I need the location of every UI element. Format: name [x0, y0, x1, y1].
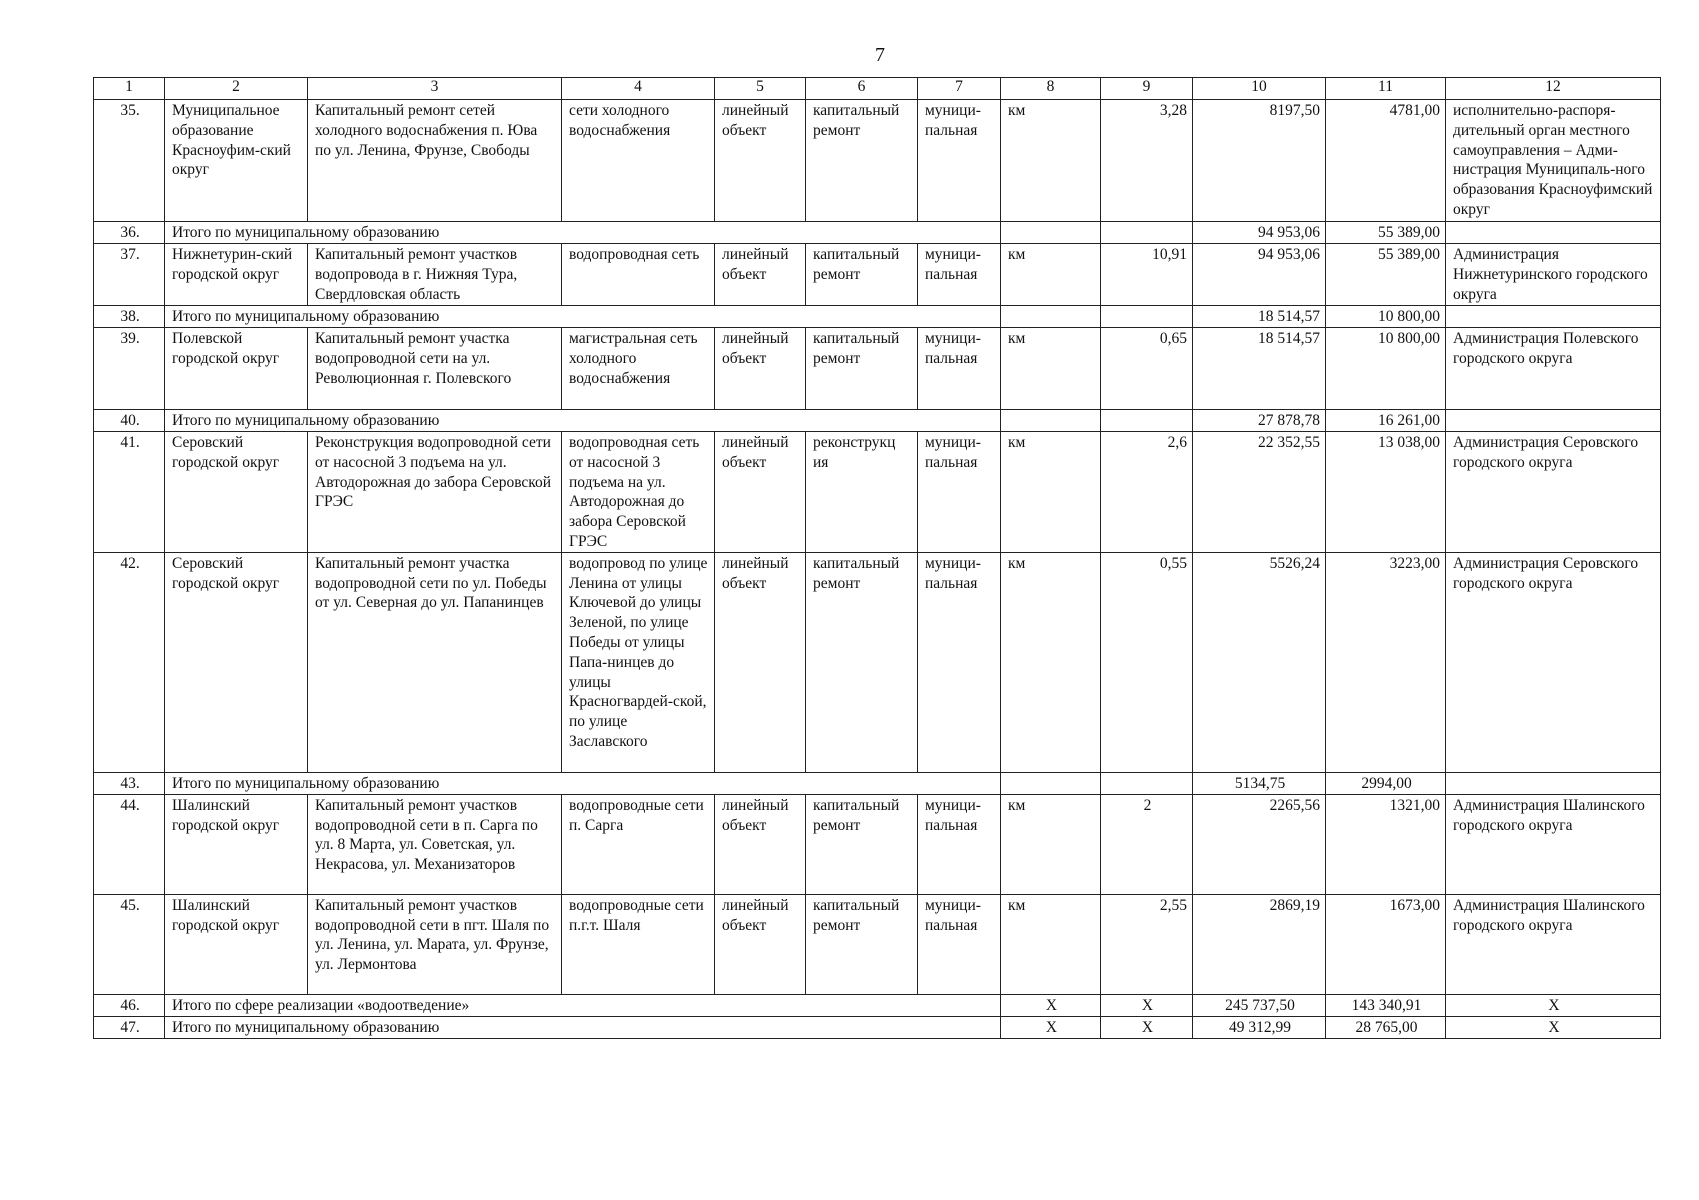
cost-cell: 2869,19 — [1193, 894, 1326, 994]
row-number: 43. — [94, 772, 165, 794]
table-row — [94, 552, 1661, 772]
municipality-cell: Серовский городской округ — [165, 552, 308, 772]
funding-cell: 1673,00 — [1326, 894, 1446, 994]
total-row — [94, 410, 1661, 432]
work-type-cell: капитальный ремонт — [806, 244, 918, 306]
table-row — [94, 894, 1661, 994]
municipality-cell: Муниципальное образование Красноуфим-ский округ — [165, 100, 308, 222]
funding-cell: 10 800,00 — [1326, 306, 1446, 328]
capacity-cell: 0,55 — [1101, 552, 1193, 772]
unit-cell: км — [1001, 894, 1101, 994]
responsible-cell — [1446, 410, 1661, 432]
work-type-cell: капитальный ремонт — [806, 894, 918, 994]
work-type-cell: капитальный ремонт — [806, 794, 918, 894]
col-header-10: 10 — [1193, 78, 1326, 100]
work-type-cell: капитальный ремонт — [806, 100, 918, 222]
responsible-cell: Администрация Шалинского городского округа — [1446, 894, 1661, 994]
ownership-cell: муници-пальная — [918, 100, 1001, 222]
capacity-cell — [1101, 772, 1193, 794]
ownership-cell: муници-пальная — [918, 244, 1001, 306]
responsible-cell: Администрация Полевского городского округа — [1446, 328, 1661, 410]
municipality-cell: Серовский городской округ — [165, 432, 308, 553]
project-name-cell: Капитальный ремонт участков водопроводной сети в пгт. Шаля по ул. Ленина, ул. Марата, ул. Фрунзе, ул. Лермонтова — [308, 894, 562, 994]
table-row — [94, 432, 1661, 553]
responsible-cell: исполнительно-распоря-дительный орган местного самоуправления – Адми-нистрация Муниципаль-ного образования Красноуфимский округ — [1446, 100, 1661, 222]
object-cell: водопроводные сети п. Сарга — [562, 794, 715, 894]
row-number: 39. — [94, 328, 165, 410]
municipality-cell: Шалинский городской округ — [165, 794, 308, 894]
row-number: 40. — [94, 410, 165, 432]
table-row — [94, 100, 1661, 222]
project-name-cell: Капитальный ремонт участка водопроводной сети на ул. Революционная г. Полевского — [308, 328, 562, 410]
unit-cell: X — [1001, 1016, 1101, 1038]
municipality-cell: Полевской городской округ — [165, 328, 308, 410]
unit-cell: км — [1001, 552, 1101, 772]
capacity-cell: 10,91 — [1101, 244, 1193, 306]
row-number: 41. — [94, 432, 165, 553]
work-type-cell: капитальный ремонт — [806, 328, 918, 410]
row-number: 45. — [94, 894, 165, 994]
funding-cell: 4781,00 — [1326, 100, 1446, 222]
cost-cell: 5526,24 — [1193, 552, 1326, 772]
capacity-cell: 2,55 — [1101, 894, 1193, 994]
col-header-5: 5 — [715, 78, 806, 100]
work-type-cell: реконструкц ия — [806, 432, 918, 553]
cost-cell: 49 312,99 — [1193, 1016, 1326, 1038]
capacity-cell — [1101, 410, 1193, 432]
cost-cell: 94 953,06 — [1193, 244, 1326, 306]
responsible-cell — [1446, 306, 1661, 328]
object-cell: магистральная сеть холодного водоснабжения — [562, 328, 715, 410]
capacity-cell — [1101, 306, 1193, 328]
object-cell: водопроводная сеть — [562, 244, 715, 306]
unit-cell: км — [1001, 328, 1101, 410]
object-cell: водопроводные сети п.г.т. Шаля — [562, 894, 715, 994]
table-row — [94, 794, 1661, 894]
total-row — [94, 772, 1661, 794]
col-header-1: 1 — [94, 78, 165, 100]
object-type-cell: линейный объект — [715, 328, 806, 410]
row-number: 44. — [94, 794, 165, 894]
col-header-7: 7 — [918, 78, 1001, 100]
total-label: Итого по муниципальному образованию — [165, 1016, 1001, 1038]
col-header-8: 8 — [1001, 78, 1101, 100]
col-header-12: 12 — [1446, 78, 1661, 100]
col-header-2: 2 — [165, 78, 308, 100]
unit-cell — [1001, 222, 1101, 244]
capacity-cell: 0,65 — [1101, 328, 1193, 410]
project-name-cell: Реконструкция водопроводной сети от насосной 3 подъема на ул. Автодорожная до забора Серовской ГРЭС — [308, 432, 562, 553]
col-header-3: 3 — [308, 78, 562, 100]
capacity-cell: 2 — [1101, 794, 1193, 894]
unit-cell — [1001, 306, 1101, 328]
row-number: 37. — [94, 244, 165, 306]
funding-cell: 2994,00 — [1326, 772, 1446, 794]
investment-table — [93, 77, 1661, 1039]
cost-cell: 27 878,78 — [1193, 410, 1326, 432]
cost-cell: 5134,75 — [1193, 772, 1326, 794]
object-type-cell: линейный объект — [715, 894, 806, 994]
funding-cell: 1321,00 — [1326, 794, 1446, 894]
total-label: Итого по муниципальному образованию — [165, 306, 1001, 328]
cost-cell: 94 953,06 — [1193, 222, 1326, 244]
work-type-cell: капитальный ремонт — [806, 552, 918, 772]
funding-cell: 3223,00 — [1326, 552, 1446, 772]
total-label: Итого по муниципальному образованию — [165, 772, 1001, 794]
unit-cell: км — [1001, 100, 1101, 222]
row-number: 42. — [94, 552, 165, 772]
object-cell: водопроводная сеть от насосной 3 подъема на ул. Автодорожная до забора Серовской ГРЭС — [562, 432, 715, 553]
cost-cell: 22 352,55 — [1193, 432, 1326, 553]
table-row — [94, 328, 1661, 410]
capacity-cell: 3,28 — [1101, 100, 1193, 222]
total-label: Итого по муниципальному образованию — [165, 410, 1001, 432]
cost-cell: 2265,56 — [1193, 794, 1326, 894]
municipality-cell: Шалинский городской округ — [165, 894, 308, 994]
responsible-cell: X — [1446, 994, 1661, 1016]
object-type-cell: линейный объект — [715, 794, 806, 894]
ownership-cell: муници-пальная — [918, 432, 1001, 553]
project-name-cell: Капитальный ремонт участка водопроводной сети по ул. Победы от ул. Северная до ул. Папанинцев — [308, 552, 562, 772]
capacity-cell: X — [1101, 1016, 1193, 1038]
row-number: 47. — [94, 1016, 165, 1038]
ownership-cell: муници-пальная — [918, 552, 1001, 772]
unit-cell: км — [1001, 244, 1101, 306]
project-name-cell: Капитальный ремонт сетей холодного водоснабжения п. Юва по ул. Ленина, Фрунзе, Свободы — [308, 100, 562, 222]
object-type-cell: линейный объект — [715, 432, 806, 553]
col-header-11: 11 — [1326, 78, 1446, 100]
total-row — [94, 306, 1661, 328]
responsible-cell: Администрация Серовского городского округа — [1446, 552, 1661, 772]
row-number: 46. — [94, 994, 165, 1016]
responsible-cell: Администрация Серовского городского округа — [1446, 432, 1661, 553]
col-header-6: 6 — [806, 78, 918, 100]
total-row — [94, 994, 1661, 1016]
object-type-cell: линейный объект — [715, 552, 806, 772]
responsible-cell — [1446, 222, 1661, 244]
funding-cell: 55 389,00 — [1326, 244, 1446, 306]
responsible-cell: X — [1446, 1016, 1661, 1038]
row-number: 38. — [94, 306, 165, 328]
funding-cell: 10 800,00 — [1326, 328, 1446, 410]
cost-cell: 18 514,57 — [1193, 328, 1326, 410]
object-type-cell: линейный объект — [715, 100, 806, 222]
municipality-cell: Нижнетурин-ский городской округ — [165, 244, 308, 306]
capacity-cell: 2,6 — [1101, 432, 1193, 553]
responsible-cell — [1446, 772, 1661, 794]
responsible-cell: Администрация Шалинского городского округа — [1446, 794, 1661, 894]
ownership-cell: муници-пальная — [918, 894, 1001, 994]
object-type-cell: линейный объект — [715, 244, 806, 306]
object-cell: сети холодного водоснабжения — [562, 100, 715, 222]
cost-cell: 245 737,50 — [1193, 994, 1326, 1016]
ownership-cell: муници-пальная — [918, 328, 1001, 410]
total-label: Итого по сфере реализации «водоотведение» — [165, 994, 1001, 1016]
col-header-4: 4 — [562, 78, 715, 100]
project-name-cell: Капитальный ремонт участков водопровода в г. Нижняя Тура, Свердловская область — [308, 244, 562, 306]
unit-cell: км — [1001, 432, 1101, 553]
page-number: 7 — [875, 44, 885, 66]
row-number: 36. — [94, 222, 165, 244]
capacity-cell: X — [1101, 994, 1193, 1016]
cost-cell: 8197,50 — [1193, 100, 1326, 222]
funding-cell: 143 340,91 — [1326, 994, 1446, 1016]
row-number: 35. — [94, 100, 165, 222]
total-row — [94, 1016, 1661, 1038]
unit-cell — [1001, 772, 1101, 794]
total-label: Итого по муниципальному образованию — [165, 222, 1001, 244]
table-row — [94, 244, 1661, 306]
cost-cell: 18 514,57 — [1193, 306, 1326, 328]
project-name-cell: Капитальный ремонт участков водопроводной сети в п. Сарга по ул. 8 Марта, ул. Советская, ул. Некрасова, ул. Механизаторов — [308, 794, 562, 894]
unit-cell — [1001, 410, 1101, 432]
unit-cell: км — [1001, 794, 1101, 894]
funding-cell: 55 389,00 — [1326, 222, 1446, 244]
total-row — [94, 222, 1661, 244]
header-row — [94, 78, 1661, 100]
col-header-9: 9 — [1101, 78, 1193, 100]
capacity-cell — [1101, 222, 1193, 244]
object-cell: водопровод по улице Ленина от улицы Ключевой до улицы Зеленой, по улице Победы от улицы Папа-нинцев до улицы Красногвардей-ской, по улице Заславского — [562, 552, 715, 772]
unit-cell: X — [1001, 994, 1101, 1016]
funding-cell: 16 261,00 — [1326, 410, 1446, 432]
responsible-cell: Администрация Нижнетуринского городского округа — [1446, 244, 1661, 306]
ownership-cell: муници-пальная — [918, 794, 1001, 894]
funding-cell: 13 038,00 — [1326, 432, 1446, 553]
funding-cell: 28 765,00 — [1326, 1016, 1446, 1038]
